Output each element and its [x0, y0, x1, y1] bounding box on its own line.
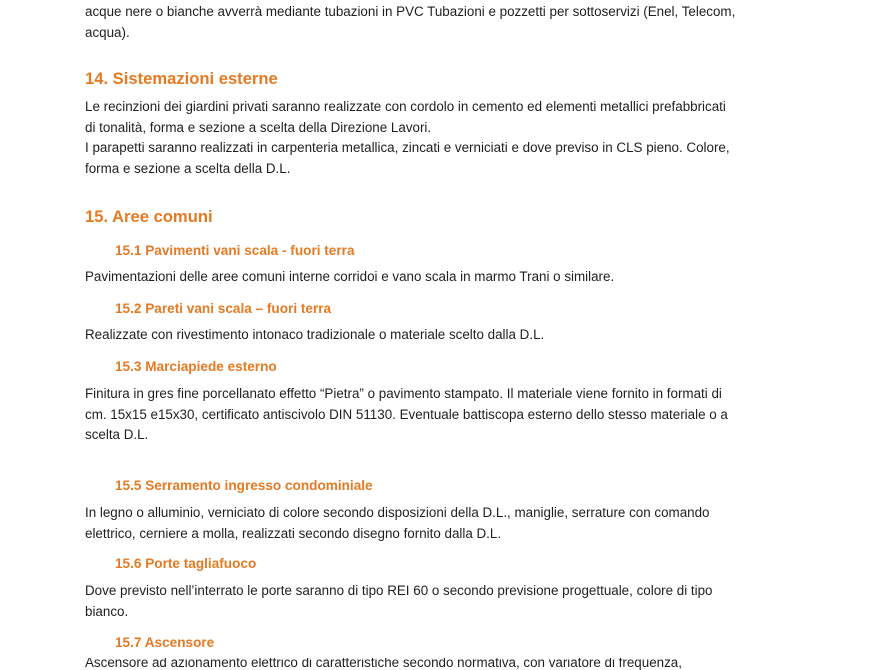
text-line: forma e sezione a scelta della D.L.: [85, 160, 291, 176]
subsection-15-3-paragraph: [85, 384, 809, 446]
text-line: In legno o alluminio, verniciato di colore secondo disposizioni della D.L., maniglie, serrature con comando: [85, 505, 710, 520]
subsection-15-7-heading: 15.7 Ascensore: [115, 635, 215, 650]
subsection-15-6-heading: 15.6 Porte tagliafuoco: [115, 556, 257, 571]
subsection-15-3-heading: 15.3 Marciapiede esterno: [115, 359, 277, 374]
text-line: Finitura in gres fine porcellanato effetto “Pietra” o pavimento stampato. Il materiale viene fornito in formati di: [85, 386, 722, 401]
subsection-15-5-paragraph: [85, 503, 809, 544]
text-line: Ascensore ad azionamento elettrico di caratteristiche secondo normativa, con variatore di frequenza,: [85, 658, 682, 670]
subsection-15-5-heading: 15.5 Serramento ingresso condominiale: [115, 478, 373, 493]
subsection-15-1-paragraph: [85, 267, 809, 288]
subsection-15-7-paragraph: [85, 658, 809, 670]
subsection-15-2-paragraph: [85, 325, 809, 346]
subsection-15-6-paragraph: [85, 581, 809, 622]
text-line: acque nere o bianche avverrà mediante tubazioni in PVC Tubazioni e pozzetti per sottoservizi (Enel, Telecom,: [85, 4, 736, 19]
section-15-heading: 15. Aree comuni: [85, 207, 213, 226]
text-line: scelta D.L.: [85, 427, 149, 443]
subsection-15-2-heading: 15.2 Pareti vani scala – fuori terra: [115, 301, 332, 316]
text-line: cm. 15x15 e15x30, certificato antiscivolo DIN 51130. Eventuale battiscopa esterno dello stesso materiale o a: [85, 406, 728, 422]
text-line: Pavimentazioni delle aree comuni interne corridoi e vano scala in marmo Trani o similare.: [85, 269, 615, 284]
text-line: Dove previsto nell’interrato le porte saranno di tipo REI 60 o secondo previsione progettuale, colore di tipo: [85, 583, 713, 598]
text-line: Le recinzioni dei giardini privati saranno realizzate con cordolo in cemento ed elementi metallici prefabbricati: [85, 99, 726, 114]
text-line: di tonalità, forma e sezione a scelta della Direzione Lavori.: [85, 119, 432, 135]
text-line: Realizzate con rivestimento intonaco tradizionale o materiale scelto dalla D.L.: [85, 327, 545, 342]
text-line: I parapetti saranno realizzati in carpenteria metallica, zincati e verniciati e dove previso in CLS pieno. Colore,: [85, 140, 730, 156]
section-14-paragraph: [85, 97, 809, 179]
section-14-heading: 14. Sistemazioni esterne: [85, 69, 278, 88]
intro-paragraph: [85, 2, 809, 43]
text-line: bianco.: [85, 603, 129, 619]
text-line: acqua).: [85, 24, 130, 40]
text-line: elettrico, cerniere a molla, realizzati secondo disegno fornito dalla D.L.: [85, 525, 502, 541]
subsection-15-1-heading: 15.1 Pavimenti vani scala - fuori terra: [115, 243, 355, 258]
